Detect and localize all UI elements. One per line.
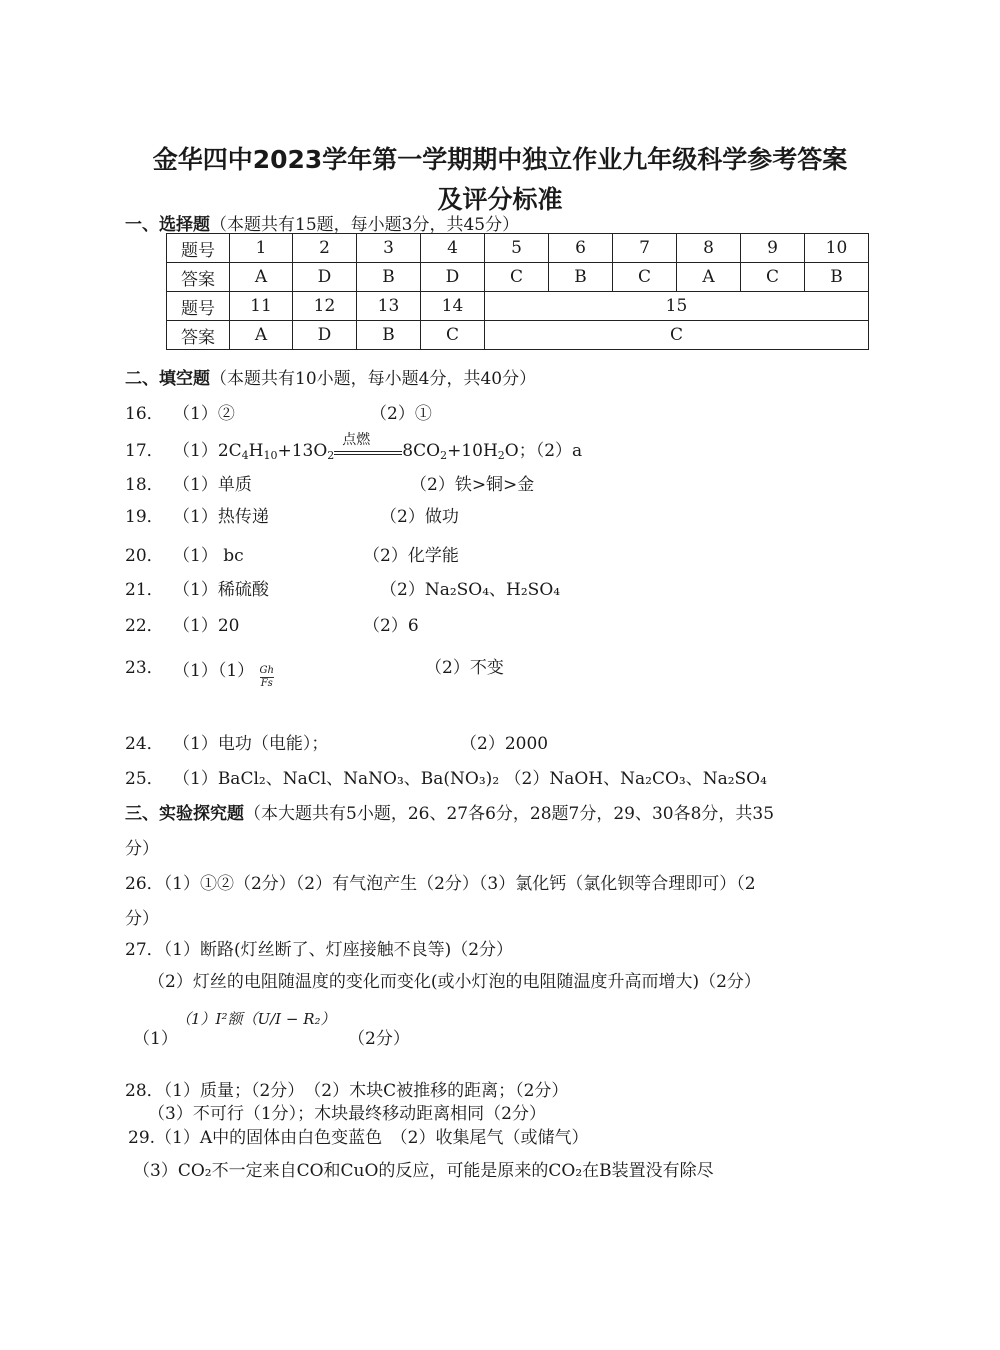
page-subtitle: 及评分标准 [437, 185, 563, 214]
table-row [167, 234, 869, 263]
q29-line1: 29.（1）A中的固体由白色变蓝色 （2）收集尾气（或储气） [128, 1128, 589, 1148]
q17-equation: $(1)2C_4H_{10}+13O_2$ 点燃 $8CO_2+10H_2O$；（2）a [173, 436, 582, 462]
section3-header [125, 799, 774, 824]
q20-answer-1: （1） bc [173, 546, 244, 566]
section1-header [125, 210, 519, 235]
q16-answer-2: （2）① [370, 404, 432, 424]
q18-answer-1: （1）单质 [173, 475, 252, 495]
efficiency-fraction: $\frac{Gh}{Fs}$ [259, 665, 274, 689]
q20-num: 20． [125, 546, 164, 566]
q23-answer-1: （1）（1） $\frac{Gh}{Fs}$ [173, 661, 274, 689]
q24-answer-2: （2）2000 [460, 734, 549, 754]
q-cell: 10 [805, 234, 869, 263]
q26-line2: 分） [125, 909, 159, 929]
reaction-arrow [334, 431, 402, 459]
q16-num: 16． [125, 404, 164, 424]
section1-heading: 一、选择题 [125, 215, 210, 235]
a-cell: B [357, 263, 421, 292]
a-cell: A [230, 321, 293, 350]
a-cell: D [293, 321, 357, 350]
row-label-answer: 答案 [167, 321, 230, 350]
q27-line3-prefix: （1） [133, 1029, 178, 1049]
q27-line1: 27．（1）断路(灯丝断了、灯座接触不良等)（2分） [125, 940, 514, 960]
q-cell: 2 [293, 234, 357, 263]
row-label-question: 题号 [167, 234, 230, 263]
q-cell: 1 [230, 234, 293, 263]
section2-note: （本题共有10小题，每小题4分，共40分） [210, 369, 537, 389]
q28-line1: 28．（1）质量；（2分） （2）木块C被推移的距离；（2分） [125, 1081, 569, 1101]
condition-label: 点燃 [342, 431, 371, 448]
answer-table [166, 233, 869, 350]
q19-num: 19． [125, 507, 164, 527]
section3-note: （本大题共有5小题，26、27各6分，28题7分，29、30各8分，共35 [244, 804, 775, 824]
row-label-question: 题号 [167, 292, 230, 321]
q24-answer-1: （1）电功（电能）； [173, 734, 329, 754]
q21-answer-2: （2）Na₂SO₄、H₂SO₄ [380, 580, 561, 600]
a-cell: C [485, 321, 869, 350]
q23-answer-2: （2）不变 [425, 658, 504, 678]
table-row [167, 263, 869, 292]
table-row [167, 292, 869, 321]
q22-answer-1: （1）20 [173, 616, 240, 636]
section3-note-cont: 分） [125, 839, 159, 859]
section3-heading: 三、实验探究题 [125, 804, 244, 824]
q27-formula: （1）I²额（U/I − R₂） [176, 1010, 336, 1028]
q-cell: 3 [357, 234, 421, 263]
q-cell: 4 [421, 234, 485, 263]
q-cell: 14 [421, 292, 485, 321]
a-cell: B [549, 263, 613, 292]
a-cell: C [421, 321, 485, 350]
q26-line1: 26．（1）①②（2分）（2）有气泡产生（2分）（3）氯化钙（氯化钡等合理即可）（2 [125, 874, 756, 894]
q-cell: 8 [677, 234, 741, 263]
q29-line2: （3）CO₂不一定来自CO和CuO的反应，可能是原来的CO₂在B装置没有除尽 [133, 1161, 714, 1181]
a-cell: B [805, 263, 869, 292]
q25-answer: （1）BaCl₂、NaCl、NaNO₃、Ba(NO₃)₂ （2）NaOH、Na₂CO₃、Na₂SO₄ [173, 769, 767, 789]
a-cell: B [357, 321, 421, 350]
section2-heading: 二、填空题 [125, 369, 210, 389]
q21-num: 21． [125, 580, 164, 600]
page-title: 金华四中2023学年第一学期期中独立作业九年级科学参考答案 [152, 145, 848, 174]
table-row [167, 321, 869, 350]
a-cell: A [230, 263, 293, 292]
q18-answer-2: （2）铁>铜>金 [410, 475, 535, 495]
q-cell: 6 [549, 234, 613, 263]
a-cell: D [421, 263, 485, 292]
q22-num: 22． [125, 616, 164, 636]
q18-num: 18． [125, 475, 164, 495]
q-cell: 15 [485, 292, 869, 321]
q-cell: 11 [230, 292, 293, 321]
a-cell: C [613, 263, 677, 292]
q22-answer-2: （2）6 [363, 616, 419, 636]
q20-answer-2: （2）化学能 [363, 546, 459, 566]
q-cell: 12 [293, 292, 357, 321]
q16-answer-1: （1）② [173, 404, 235, 424]
q23-num: 23． [125, 658, 164, 678]
a-cell: D [293, 263, 357, 292]
row-label-answer: 答案 [167, 263, 230, 292]
q24-num: 24． [125, 734, 164, 754]
a-cell: C [741, 263, 805, 292]
q27-score: （2分） [348, 1029, 410, 1049]
q27-line2: （2）灯丝的电阻随温度的变化而变化(或小灯泡的电阻随温度升高而增大)（2分） [148, 972, 761, 992]
q19-answer-1: （1）热传递 [173, 507, 269, 527]
q25-num: 25． [125, 769, 164, 789]
section1-note: （本题共有15题，每小题3分，共45分） [210, 215, 520, 235]
q21-answer-1: （1）稀硫酸 [173, 580, 269, 600]
q-cell: 5 [485, 234, 549, 263]
q-cell: 7 [613, 234, 677, 263]
a-cell: A [677, 263, 741, 292]
q-cell: 9 [741, 234, 805, 263]
q19-answer-2: （2）做功 [380, 507, 459, 527]
q28-line2: （3）不可行（1分）；木块最终移动距离相同（2分） [148, 1104, 546, 1124]
section2-header [125, 364, 536, 389]
q-cell: 13 [357, 292, 421, 321]
q17-num: 17． [125, 441, 164, 461]
a-cell: C [485, 263, 549, 292]
